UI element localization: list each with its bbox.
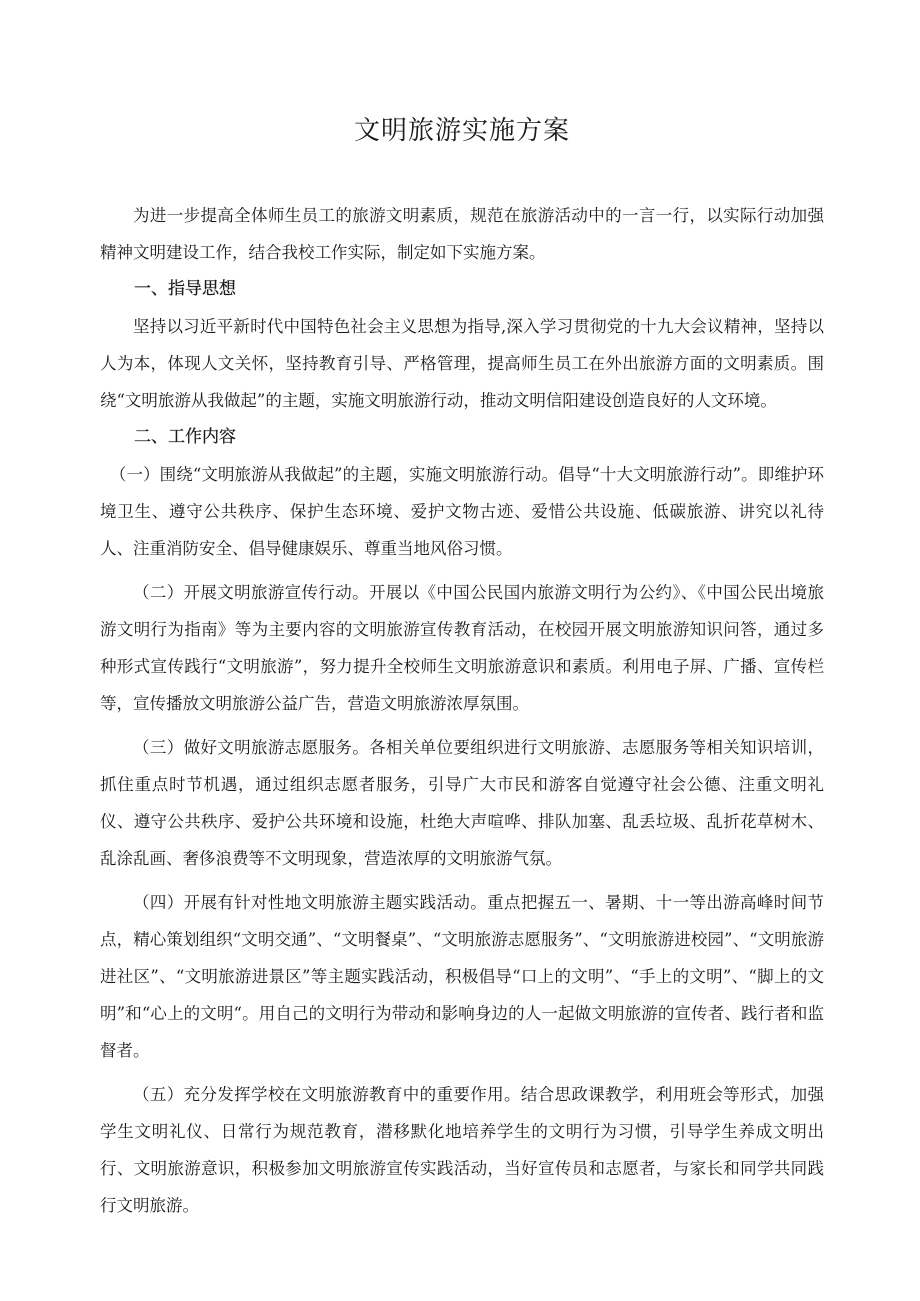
section-heading-guiding-ideology: 一、指导思想 xyxy=(134,279,236,299)
section-heading-work-content: 二、工作内容 xyxy=(134,427,236,447)
work-item-5: （五）充分发挥学校在文明旅游教育中的重要作用。结合思政课教学，利用班会等形式，加强学生文明礼仪、日常行为规范教育，潜移默化地培养学生的文明行为习惯，引导学生养成文明出行、文明旅游意识，积极参加文明旅游宣传实践活动，当好宣传员和志愿者，与家长和同学共同践行文明旅游。 xyxy=(100,1085,824,1215)
document-title: 文明旅游实施方案 xyxy=(353,116,570,146)
work-item-4: （四）开展有针对性地文明旅游主题实践活动。重点把握五一、暑期、十一等出游高峰时间节点，精心策划组织“文明交通”、“文明餐桌”、“文明旅游志愿服务”、“文明旅游进校园”、“文明旅游进社区”、“文明旅游进景区”等主题实践活动，积极倡导“口上的文明”、“手上的文明”、“脚上的文明”和“心上的文明“。用自己的文明行为带动和影响身边的人一起做文明旅游的宣传者、践行者和监督者。 xyxy=(100,893,824,1060)
work-item-1: （一）围绕“文明旅游从我做起”的主题，实施文明旅游行动。倡导“十大文明旅游行动”。即维护环境卫生、遵守公共秩序、保护生态环境、爱护文物古迹、爱惜公共设施、低碳旅游、讲究以礼待人、注重消防安全、倡导健康娱乐、尊重当地风俗习惯。 xyxy=(100,465,824,558)
guiding-ideology-paragraph: 坚持以习近平新时代中国特色社会主义思想为指导,深入学习贯彻党的十九大会议精神，坚持以人为本，体现人文关怀，坚持教育引导、严格管理，提高师生员工在外出旅游方面的文明素质。围绕“文明旅游从我做起”的主题，实施文明旅游行动，推动文明信阳建设创造良好的人文环境。 xyxy=(100,317,824,410)
intro-paragraph: 为进一步提高全体师生员工的旅游文明素质，规范在旅游活动中的一言一行，以实际行动加强精神文明建设工作，结合我校工作实际，制定如下实施方案。 xyxy=(100,206,824,262)
work-item-2: （二）开展文明旅游宣传行动。开展以《中国公民国内旅游文明行为公约》、《中国公民出境旅游文明行为指南》等为主要内容的文明旅游宣传教育活动，在校园开展文明旅游知识问答，通过多种形式宣传践行“文明旅游”，努力提升全校师生文明旅游意识和素质。利用电子屏、广播、宣传栏等，宣传播放文明旅游公益广告，营造文明旅游浓厚氛围。 xyxy=(100,583,824,713)
work-item-3: （三）做好文明旅游志愿服务。各相关单位要组织进行文明旅游、志愿服务等相关知识培训，抓住重点时节机遇，通过组织志愿者服务，引导广大市民和游客自觉遵守社会公德、注重文明礼仪、遵守公共秩序、爱护公共环境和设施，杜绝大声喧哗、排队加塞、乱丢垃圾、乱折花草树木、乱涂乱画、奢侈浪费等不文明现象，营造浓厚的文明旅游气氛。 xyxy=(100,738,824,868)
